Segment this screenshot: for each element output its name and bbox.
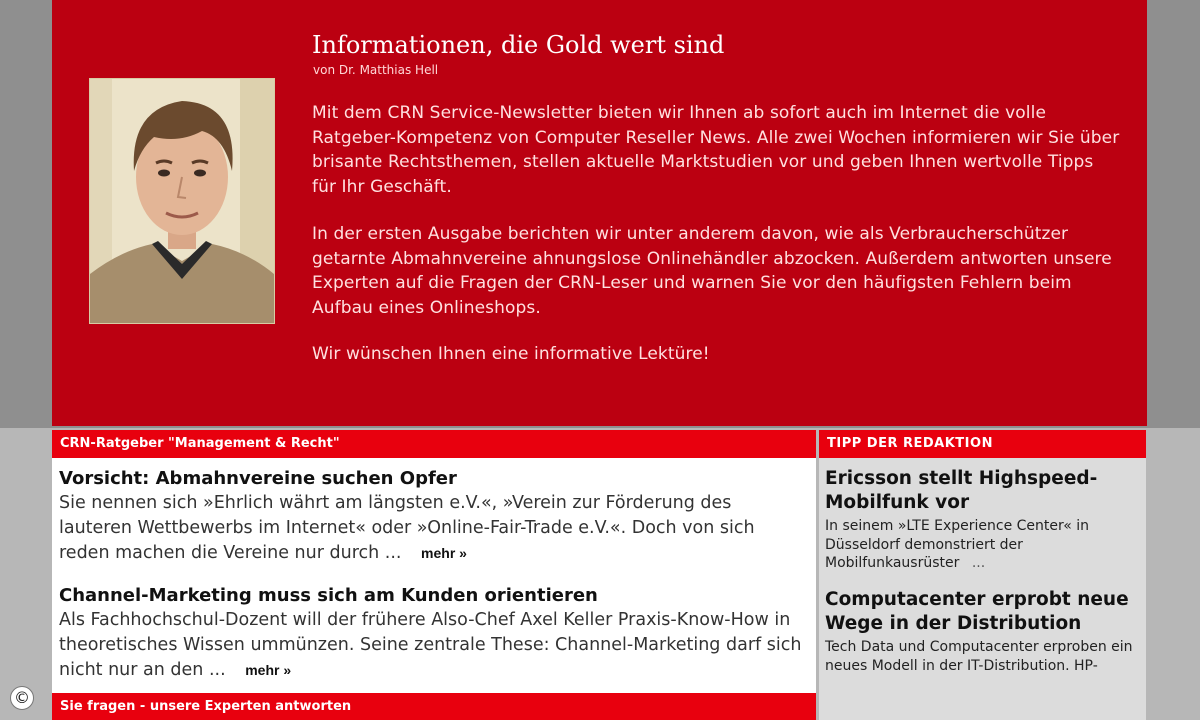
editorial-hero (52, 0, 1147, 426)
sidebar-item-teaser-text: Tech Data und Computacenter erproben ein neues Modell in der IT-Distribution. HP- (825, 639, 1133, 674)
sidebar-item-teaser-text: In seinem »LTE Experience Center« in Düsseldorf demonstriert der Mobilfunkausrüster (825, 518, 1090, 571)
sidebar-item (825, 467, 1135, 573)
article-teaser-text: Sie nennen sich »Ehrlich währt am längsten e.V.«, »Verein zur Förderung des lauteren Wettbewerbs im Internet« oder »Online-Fair-Trade e.V.«. Doch von sich reden machen die Vereine nur durch ... (59, 493, 755, 563)
hero-title: Informationen, die Gold wert sind (312, 31, 725, 59)
article-title-link[interactable]: Vorsicht: Abmahnvereine suchen Opfer (59, 468, 457, 489)
sidebar-item-title-link[interactable]: Computacenter erprobt neue Wege in der Distribution (825, 589, 1129, 634)
sidebar-item-teaser (825, 638, 1135, 675)
main-column (52, 430, 816, 720)
sidebar-item (825, 588, 1135, 675)
sidebar-item-teaser (825, 517, 1135, 573)
more-link[interactable]: mehr » (421, 545, 467, 561)
article-teaser-text: Als Fachhochschul-Dozent will der frühere Also-Chef Axel Keller Praxis-Know-How in theoretisches Wissen ummünzen. Seine zentrale These: Channel-Marketing darf sich nicht nur an den ... (59, 610, 802, 680)
hero-byline: von Dr. Matthias Hell (313, 63, 439, 77)
more-link[interactable]: mehr » (245, 662, 292, 678)
author-portrait-image (90, 79, 274, 323)
article-item (59, 467, 804, 566)
hero-paragraph: In der ersten Ausgabe berichten wir unter anderem davon, wie als Verbraucherschützer getarnte Abmahnvereine ahnungslose Onlinehändler abzocken. Außerdem antworten unsere Experten auf die Fragen der CRN-Leser und warnen Sie vor den häufigsten Fehlern beim Aufbau eines Onlineshops. (312, 224, 1112, 318)
section-header-management-recht: CRN-Ratgeber "Management & Recht" (52, 430, 816, 458)
article-item (59, 584, 804, 683)
hero-paragraph: Wir wünschen Ihnen eine informative Lektüre! (312, 344, 710, 364)
article-title-link[interactable]: Channel-Marketing muss sich am Kunden orientieren (59, 585, 598, 606)
hero-paragraph: Mit dem CRN Service-Newsletter bieten wir Ihnen ab sofort auch im Internet die volle Ratgeber-Kompetenz von Computer Reseller News. Alle zwei Wochen informieren wir Sie über brisante Rechtsthemen, stellen aktuelle Marktstudien vor und geben Ihnen wertvolle Tipps für Ihr Geschäft. (312, 103, 1120, 197)
section-header-experts[interactable]: Sie fragen - unsere Experten antworten (52, 693, 816, 720)
article-teaser (59, 608, 804, 683)
sidebar-header: TIPP DER REDAKTION (819, 430, 1146, 458)
sidebar-more-link[interactable]: ... (971, 555, 986, 571)
author-portrait (89, 78, 275, 324)
article-teaser (59, 491, 804, 566)
copyright-icon: © (10, 686, 34, 710)
sidebar-item-title-link[interactable]: Ericsson stellt Highspeed-Mobilfunk vor (825, 468, 1098, 513)
sidebar-tipp (819, 430, 1146, 720)
